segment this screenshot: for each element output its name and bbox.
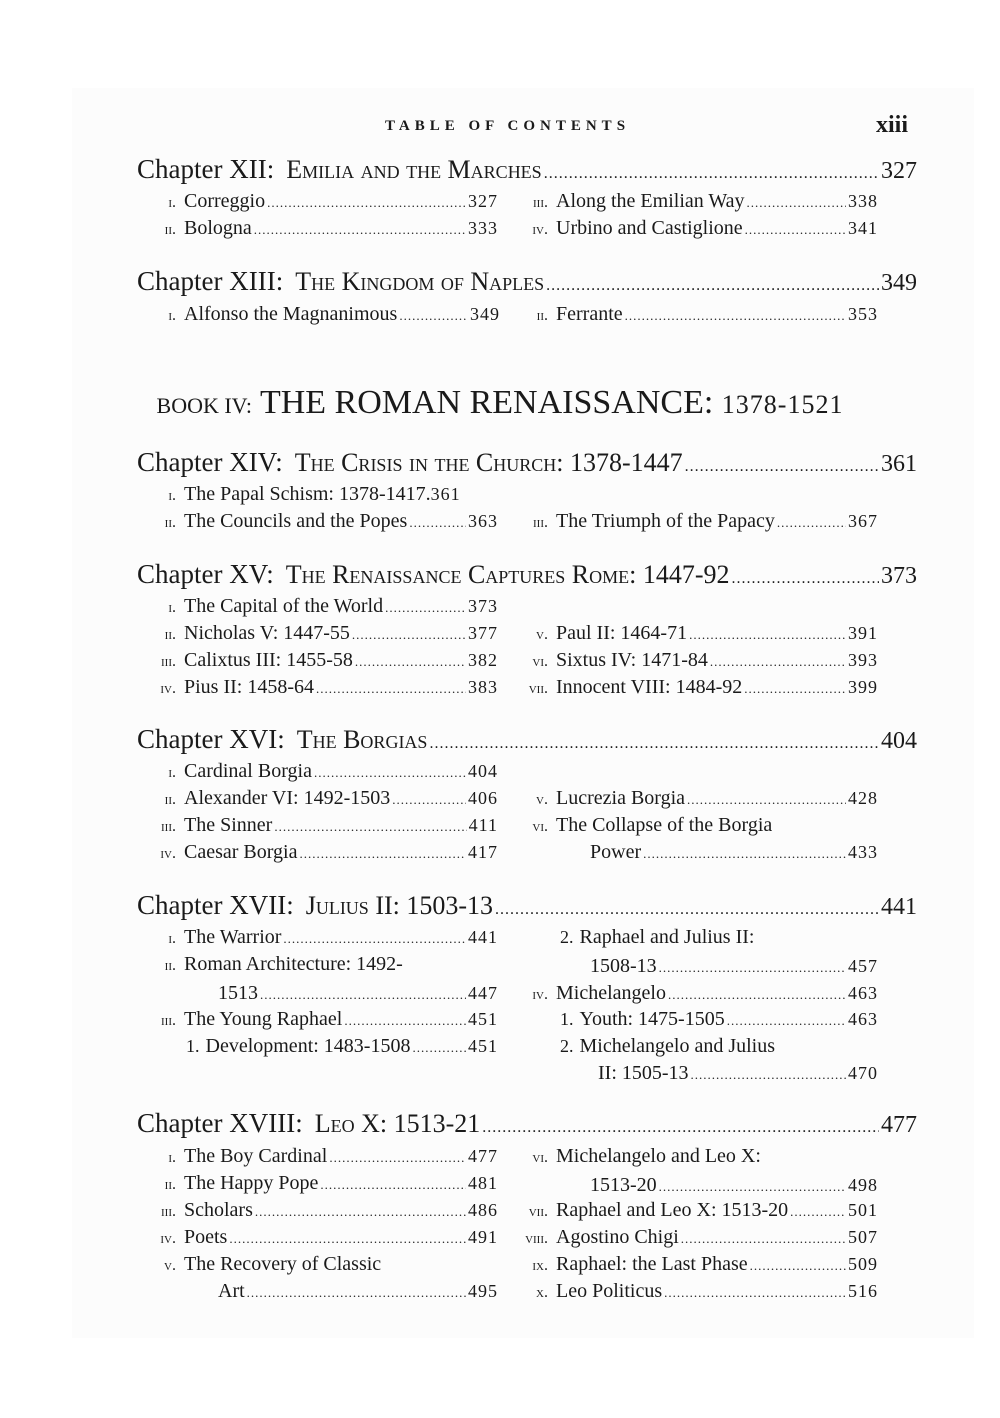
toc-entry[interactable]: ii. Ferrante ..... 353 <box>510 303 878 329</box>
chapter-heading[interactable]: Chapter XVI: The Borgias ..... 404 <box>137 724 917 756</box>
toc-entry[interactable]: 1513 ..... 447 <box>218 982 498 1008</box>
toc-entry[interactable]: iii. Calixtus III: 1455-58 ..... 382 <box>138 649 498 675</box>
toc-entry[interactable]: iv. Caesar Borgia ..... 417 <box>138 841 498 867</box>
chapter-heading[interactable]: Chapter XV: The Renaissance Captures Rome: 1447-92 ..... 373 <box>137 559 917 591</box>
toc-entry[interactable]: iv. Urbino and Castiglione ..... 341 <box>510 217 878 243</box>
toc-entry[interactable]: ii. Alexander VI: 1492-1503 ..... 406 <box>138 787 498 813</box>
toc-entry[interactable]: iv. Michelangelo ..... 463 <box>510 982 878 1008</box>
toc-entry[interactable]: v. The Recovery of Classic <box>164 1253 382 1275</box>
toc-entry[interactable]: vi. Sixtus IV: 1471-84 ..... 393 <box>510 649 878 675</box>
chapter-heading[interactable]: Chapter XVIII: Leo X: 1513-21 ..... 477 <box>137 1108 917 1140</box>
toc-entry[interactable]: iv. Poets ..... 491 <box>138 1226 498 1252</box>
toc-entry[interactable]: 2. Michelangelo and Julius <box>560 1035 776 1057</box>
toc-entry[interactable]: iii. Along the Emilian Way ..... 338 <box>510 190 878 216</box>
toc-entry[interactable]: iii. The Sinner ..... 411 <box>138 814 498 840</box>
toc-entry[interactable]: 1. Development: 1483-1508 ..... 451 <box>186 1035 498 1061</box>
toc-entry[interactable]: iii. Scholars ..... 486 <box>138 1199 498 1225</box>
toc-entry[interactable]: 1. Youth: 1475-1505 ..... 463 <box>560 1008 878 1034</box>
book-heading[interactable]: BOOK IV: THE ROMAN RENAISSANCE: 1378-1521 <box>156 384 844 421</box>
toc-entry[interactable]: i. The Papal Schism: 1378-1417. 361 <box>168 483 461 505</box>
toc-entry[interactable]: viii. Agostino Chigi ..... 507 <box>510 1226 878 1252</box>
toc-entry[interactable]: i. Correggio ..... 327 <box>138 190 498 216</box>
page-number: xiii <box>876 112 909 138</box>
toc-entry[interactable]: ii. The Councils and the Popes ..... 363 <box>138 510 498 536</box>
chapter-heading[interactable]: Chapter XIII: The Kingdom of Naples ..... 349 <box>137 266 917 298</box>
toc-entry[interactable]: 2. Raphael and Julius II: <box>560 926 755 948</box>
toc-entry[interactable]: ii. The Happy Pope ..... 481 <box>138 1172 498 1198</box>
toc-entry[interactable]: vii. Raphael and Leo X: 1513-20 ..... 501 <box>510 1199 878 1225</box>
toc-entry[interactable]: iv. Pius II: 1458-64 ..... 383 <box>138 676 498 702</box>
toc-entry[interactable]: 1508-13 ..... 457 <box>590 955 878 981</box>
toc-entry[interactable]: iii. The Young Raphael ..... 451 <box>138 1008 498 1034</box>
toc-entry[interactable]: ii. Roman Architecture: 1492- <box>164 953 403 975</box>
chapter-heading[interactable]: Chapter XII: Emilia and the Marches ..... 327 <box>137 154 917 186</box>
chapter-heading[interactable]: Chapter XVII: Julius II: 1503-13 ..... 441 <box>137 890 917 922</box>
toc-entry[interactable]: i. The Capital of the World ..... 373 <box>138 595 498 621</box>
toc-entry[interactable]: i. Cardinal Borgia ..... 404 <box>138 760 498 786</box>
toc-entry[interactable]: vi. The Collapse of the Borgia <box>532 814 773 836</box>
toc-entry[interactable]: i. Alfonso the Magnanimous ..... 349 <box>138 303 500 329</box>
toc-entry[interactable]: II: 1505-13 ..... 470 <box>598 1062 878 1088</box>
toc-entry[interactable]: 1513-20 ..... 498 <box>590 1174 878 1200</box>
toc-entry[interactable]: ix. Raphael: the Last Phase ..... 509 <box>510 1253 878 1279</box>
toc-entry[interactable]: v. Paul II: 1464-71 ..... 391 <box>510 622 878 648</box>
toc-entry[interactable]: Art ..... 495 <box>218 1280 498 1306</box>
toc-entry[interactable]: i. The Boy Cardinal ..... 477 <box>138 1145 498 1171</box>
chapter-heading[interactable]: Chapter XIV: The Crisis in the Church: 1378-1447 ..... 361 <box>137 447 917 479</box>
toc-entry[interactable]: i. The Warrior ..... 441 <box>138 926 498 952</box>
book-title: THE ROMAN RENAISSANCE: <box>259 384 714 421</box>
toc-entry[interactable]: ii. Nicholas V: 1447-55 ..... 377 <box>138 622 498 648</box>
toc-entry[interactable]: ii. Bologna ..... 333 <box>138 217 498 243</box>
toc-entry[interactable]: Power ..... 433 <box>590 841 878 867</box>
toc-entry[interactable]: vii. Innocent VIII: 1484-92 ..... 399 <box>510 676 878 702</box>
toc-entry[interactable]: iii. The Triumph of the Papacy ..... 367 <box>510 510 878 536</box>
toc-entry[interactable]: v. Lucrezia Borgia ..... 428 <box>510 787 878 813</box>
toc-entry[interactable]: vi. Michelangelo and Leo X: <box>532 1145 761 1167</box>
toc-entry[interactable]: x. Leo Politicus ..... 516 <box>510 1280 878 1306</box>
running-head: TABLE OF CONTENTS <box>385 118 631 134</box>
